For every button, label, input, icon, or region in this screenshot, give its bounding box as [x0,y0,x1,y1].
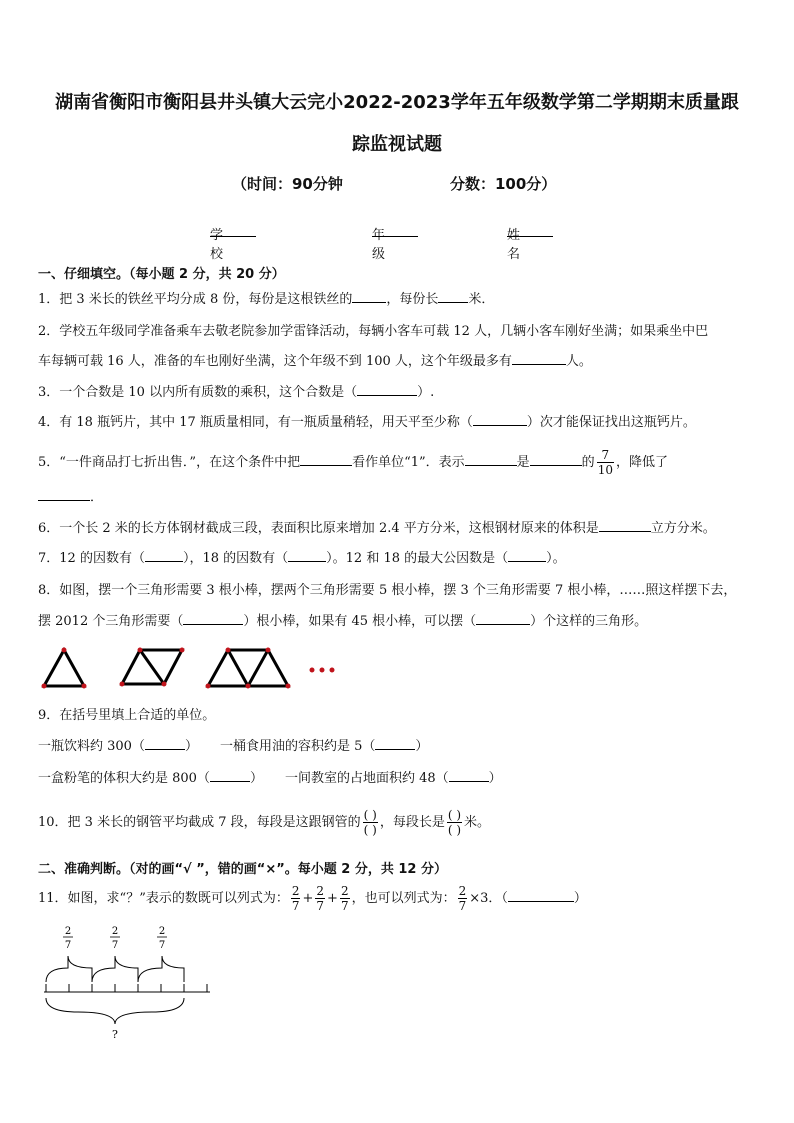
q11-f2-num: 2 [316,884,325,898]
q11-f4-den: 7 [458,899,467,913]
triangle-triple [208,650,288,686]
q9-text-c3: 一间教室的占地面积约 48（ [284,771,449,786]
q1-text-b: ，每份长 [386,292,439,307]
q9-blank-2[interactable] [375,737,415,750]
number-line-diagram [38,924,218,1046]
q7-blank-3[interactable] [508,549,546,562]
q11-text-b: ，也可以列式为： [351,891,456,906]
q7-text-b: ），18 的因数有（ [182,551,289,566]
exam-time: （时间：90分钟 [232,175,343,193]
question-5 [38,448,668,477]
brace-top-2 [92,956,138,982]
name-blank[interactable] [507,224,553,237]
question-2-line-1: 2．学校五年级同学准备乘车去敬老院参加学雷锋活动，每辆小客车可载 12 人，几辆小客车刚好坐满；如果乘坐中巴 [38,324,709,339]
question-2-line-2 [38,352,592,372]
title-line-1: 湖南省衡阳市衡阳县井头镇大云完小2022-2023学年五年级数学第二学期期末质量跟 [55,92,739,113]
q10-fraction-1[interactable] [363,808,378,837]
q7-blank-2[interactable] [288,549,326,562]
question-3 [38,383,434,403]
q8-text-b: 摆 2012 个三角形需要（ [38,614,184,629]
q2-text-c: 人。 [565,354,592,369]
q7-blank-1[interactable] [145,549,183,562]
q11-text-times: ×3．（ [469,891,508,906]
q10-text-c: 米。 [464,815,491,830]
q4-blank[interactable] [473,413,527,426]
q11-f4-num: 2 [458,884,467,898]
q7-text-c: ）。12 和 18 的最大公因数是（ [326,551,509,566]
q3-text-b: ）. [417,385,435,400]
question-4 [38,413,696,433]
q11-f3-den: 7 [340,899,349,913]
triangle-vertex-dots [42,648,335,689]
q2-text-b: 车每辆可载 16 人，准备的车也刚好坐满，这个年级不到 100 人，这个年级最多有 [38,354,512,369]
q6-text-b: 立方分米。 [650,521,716,536]
q11-frac-4 [458,884,468,913]
q11-blank[interactable] [508,889,574,902]
diagram-frac-2-den: 7 [111,940,119,951]
question-5-line-2 [38,488,103,508]
question-7 [38,549,566,569]
school-label: 学校 [210,228,224,262]
q1-blank-1[interactable] [352,290,386,303]
diagram-question-mark: ? [112,1028,118,1041]
q11-text-a: 11．如图，求“？”表示的数既可以列式为： [38,891,289,906]
q11-frac-3 [340,884,350,913]
q1-text-a: 1．把 3 米长的铁丝平均分成 8 份，每份是这根铁丝的 [38,292,353,307]
q9-blank-3[interactable] [210,769,250,782]
q11-text-c: ） [573,891,587,906]
question-11 [38,884,587,913]
q5-text-d: 的 [581,455,595,470]
q5-fraction [597,448,614,477]
q10-frac2-den: ( ) [447,823,462,837]
brace-top-3 [138,956,184,982]
diagram-frac-2-num: 2 [111,926,119,937]
q9-blank-4[interactable] [449,769,489,782]
q5-blank-1[interactable] [300,453,352,466]
diagram-frac-1-den: 7 [64,940,72,951]
q8-blank-2[interactable] [476,612,530,625]
q11-f1-num: 2 [291,884,300,898]
q8-text-c: ）根小棒，如果有 45 根小棒，可以摆（ [243,614,477,629]
q6-text-a: 6．一个长 2 米的长方体钢材截成三段，表面积比原来增加 2.4 平方分米，这根钢材原来的体积是 [38,521,599,536]
q11-f3-num: 2 [340,884,349,898]
q5-frac-den: 10 [597,463,613,477]
q4-text-a: 4．有 18 瓶钙片，其中 17 瓶质量相同，有一瓶质量稍轻，用天平至少称（ [38,415,473,430]
q11-frac-1 [291,884,301,913]
question-8-line-1: 8．如图，摆一个三角形需要 3 根小棒，摆两个三角形需要 5 根小棒，摆 3 个三角形需要 7 根小棒，……照这样摆下去， [38,583,737,598]
q7-text-a: 7．12 的因数有（ [38,551,145,566]
q5-text-e: ，降低了 [615,455,668,470]
q5-blank-3[interactable] [530,453,582,466]
q10-frac1-num: ( ) [363,808,377,822]
q9-text-b1: 一瓶饮料约 300（ [38,739,145,754]
question-6 [38,519,716,539]
diagram-frac-3-num: 2 [158,926,166,937]
q9-text-c2: ） [249,771,263,786]
q11-frac-2 [315,884,325,913]
q5-text-a: 5．“一件商品打七折出售．”，在这个条件中把 [38,455,301,470]
q5-text-b: 看作单位“1”．表示 [352,455,465,470]
q5-text-f: ． [90,490,104,505]
q3-blank[interactable] [357,383,417,396]
question-9-line-3 [38,769,502,789]
q8-text-d: ）个这样的三角形。 [530,614,648,629]
title-line-2: 踪监视试题 [352,134,442,155]
q11-f2-den: 7 [316,899,325,913]
q1-blank-2[interactable] [438,290,468,303]
school-blank[interactable] [210,224,256,237]
diagram-frac-1-num: 2 [64,926,72,937]
q9-text-c1: 一盒粉笔的体积大约是 800（ [38,771,210,786]
brace-top-1 [46,956,92,982]
q4-text-b: ）次才能保证找出这瓶钙片。 [526,415,696,430]
question-10 [38,808,490,837]
q11-f1-den: 7 [291,899,300,913]
brace-bottom [46,998,184,1024]
q1-text-c: 米． [468,292,495,307]
q10-text-a: 10．把 3 米长的钢管平均截成 7 段，每段是这跟钢管的 [38,815,361,830]
q10-fraction-2[interactable] [447,808,462,837]
q11-plus-1: + [302,891,314,906]
q5-text-c: 是 [516,455,530,470]
question-8-line-2 [38,612,647,632]
name-label: 姓名 [507,228,521,262]
q6-blank[interactable] [599,519,651,532]
q10-frac2-num: ( ) [447,808,462,822]
q5-blank-2[interactable] [465,453,517,466]
q3-text-a: 3．一个合数是 10 以内所有质数的乘积，这个合数是（ [38,385,358,400]
exam-score: 分数：100分） [450,175,557,193]
q8-blank-1[interactable] [183,612,243,625]
q11-plus-2: + [327,891,338,906]
triangle-1 [44,650,84,686]
section-1-heading: 一、仔细填空。（每小题 2 分，共 20 分） [38,267,285,282]
grade-blank[interactable] [372,224,418,237]
question-9: 9．在括号里填上合适的单位。 [38,708,216,723]
diagram-frac-3-den: 7 [158,940,166,951]
q5-blank-4[interactable] [38,488,90,501]
q9-text-c4: ） [488,771,502,786]
triangle-sticks-figure [36,644,346,694]
section-2-heading: 二、准确判断。（对的画“√ ”，错的画“×”。每小题 2 分，共 12 分） [38,862,448,877]
q10-frac1-den: ( ) [363,823,377,837]
q10-text-b: ，每段长是 [379,815,445,830]
grade-label: 年级 [372,228,386,262]
q9-text-b3: 一桶食用油的容积约是 5（ [219,739,376,754]
question-1 [38,290,494,310]
q9-text-b4: ） [415,739,429,754]
q5-frac-num: 7 [597,448,614,463]
q9-text-b2: ） [184,739,198,754]
q9-blank-1[interactable] [145,737,185,750]
q7-text-d: ）。 [546,551,566,566]
q2-blank[interactable] [512,352,566,365]
question-9-line-2 [38,737,428,757]
